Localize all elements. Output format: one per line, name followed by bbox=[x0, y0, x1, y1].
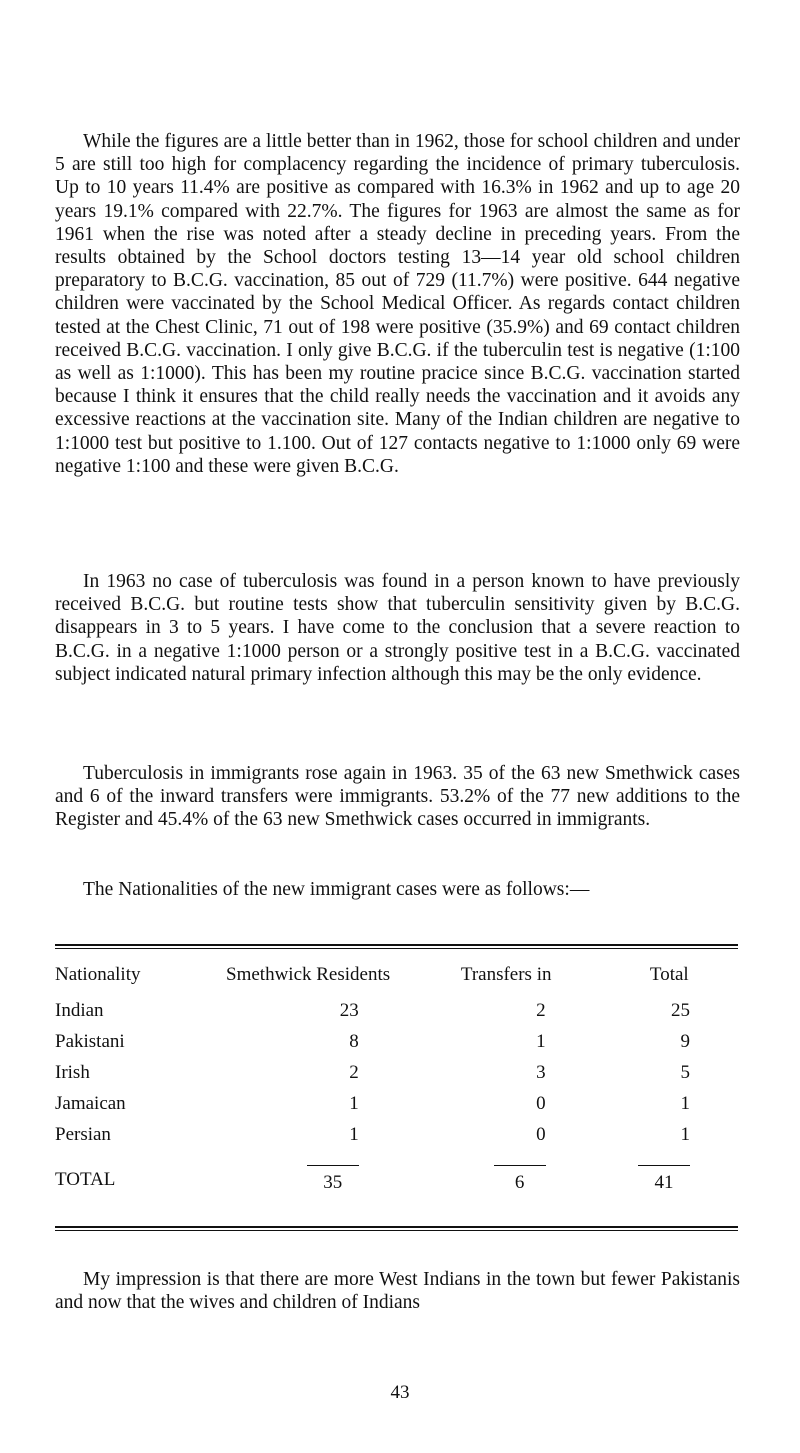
cell-total: 25 bbox=[671, 999, 690, 1021]
table-total-row bbox=[55, 1150, 745, 1195]
table-bottom-rule bbox=[55, 1226, 738, 1228]
cell-transfers: 2 bbox=[536, 999, 546, 1021]
cell-total: 9 bbox=[680, 1030, 690, 1052]
cell-transfers: 3 bbox=[536, 1061, 546, 1083]
header-total: Total bbox=[649, 964, 689, 985]
cell-total: 5 bbox=[680, 1061, 690, 1083]
cell-nationality: Indian bbox=[55, 999, 104, 1021]
table-row bbox=[55, 995, 745, 1026]
cell-total-label: TOTAL bbox=[55, 1168, 116, 1190]
cell-nationality: Persian bbox=[55, 1123, 111, 1145]
paragraph-bcg-sensitivity: In 1963 no case of tuberculosis was found in a person known to have previously received B.C.G. but routine tests show that tuberculin sensitivity given by B.C.G. disappears in 3 to 5 years. I have come to the conclusion that a severe reaction to B.C.G. in a negative 1:1000 person or a strongly positive test in a B.C.G. vaccinated subject indicated natural primary infection although this may be the only evidence. bbox=[55, 571, 740, 685]
cell-grand-total: 41 bbox=[638, 1165, 690, 1194]
cell-residents: 2 bbox=[349, 1061, 359, 1083]
cell-residents: 23 bbox=[339, 999, 359, 1021]
cell-total-residents: 35 bbox=[307, 1165, 359, 1194]
page-number: 43 bbox=[390, 1382, 410, 1403]
paragraph-primary-tuberculosis: While the figures are a little better than in 1962, those for school children and under 5 are still too high for complacency regarding the incidence of primary tuberculosis. Up to 10 years 11.4% are positive as compared with 16.3% in 1962 and up to age 20 years 19.1% compared with 22.7%. The figures for 1963 are almost the same as for 1961 when the rise was noted after a steady decline in preceding years. From the results obtained by the School doctors testing 13—14 year old school children preparatory to B.C.G. vaccination, 85 out of 729 (11.7%) were positive. 644 negative children were vaccinated by the School Medical Officer. As regards contact children tested at the Chest Clinic, 71 out of 198 were positive (35.9%) and 69 contact children received B.C.G. vaccination. I only give B.C.G. if the tuberculin test is negative (1:100 as well as 1:1000). This has been my routine pracice since B.C.G. vaccination started because I think it ensures that the child really needs the vaccination and it avoids any excessive reactions at the vaccination site. Many of the Indian children are negative to 1:1000 test but positive to 1.100. Out of 127 contacts negative to 1:1000 only 69 were negative 1:100 and these were given B.C.G. bbox=[55, 131, 740, 477]
cell-total-transfers: 6 bbox=[494, 1165, 546, 1194]
cell-total: 1 bbox=[680, 1123, 690, 1145]
cell-transfers: 0 bbox=[536, 1123, 546, 1145]
cell-residents: 1 bbox=[349, 1123, 359, 1145]
nationality-table bbox=[55, 955, 745, 1195]
table-row bbox=[55, 1088, 745, 1119]
cell-transfers: 1 bbox=[536, 1030, 546, 1052]
table-top-rule-thin bbox=[55, 948, 738, 949]
table-bottom-rule-thin bbox=[55, 1230, 738, 1231]
cell-total: 1 bbox=[680, 1092, 690, 1114]
table-row bbox=[55, 1026, 745, 1057]
header-transfers-in: Transfers in bbox=[460, 964, 552, 985]
cell-residents: 8 bbox=[349, 1030, 359, 1052]
cell-nationality: Irish bbox=[55, 1061, 90, 1083]
cell-nationality: Pakistani bbox=[55, 1030, 125, 1052]
paragraph-nationalities-intro: The Nationalities of the new immigrant cases were as follows:— bbox=[83, 879, 590, 900]
header-smethwick-residents: Smethwick Residents bbox=[226, 964, 391, 985]
table-row bbox=[55, 1119, 745, 1150]
table-header-row bbox=[55, 955, 745, 995]
header-nationality: Nationality bbox=[55, 964, 141, 985]
cell-residents: 1 bbox=[349, 1092, 359, 1114]
table-row bbox=[55, 1057, 745, 1088]
cell-nationality: Jamaican bbox=[55, 1092, 126, 1114]
paragraph-impression: My impression is that there are more West Indians in the town but fewer Pakistanis and now that the wives and children of Indians bbox=[55, 1269, 740, 1314]
table-top-rule bbox=[55, 944, 738, 946]
paragraph-immigrants: Tuberculosis in immigrants rose again in 1963. 35 of the 63 new Smethwick cases and 6 of the inward transfers were immigrants. 53.2% of the 77 new additions to the Register and 45.4% of the 63 new Smethwick cases occurred in immigrants. bbox=[55, 763, 740, 831]
cell-transfers: 0 bbox=[536, 1092, 546, 1114]
